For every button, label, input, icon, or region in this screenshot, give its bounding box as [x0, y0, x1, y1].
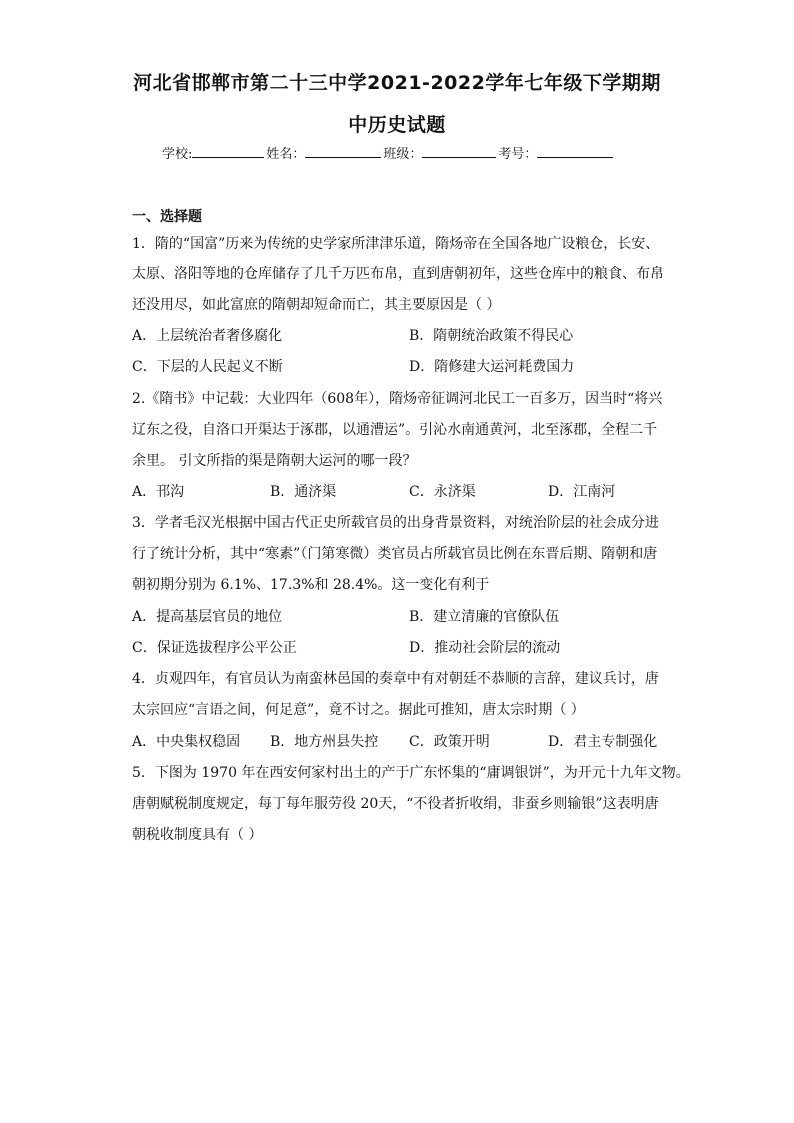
- class-blank: [422, 144, 496, 158]
- q3-option-a: A．提高基层官员的地位: [132, 609, 283, 625]
- q1-option-d: D．隋修建大运河耗费国力: [409, 359, 575, 375]
- q3-option-c: C．保证选拔程序公平公正: [132, 640, 297, 656]
- q3-line: 行了统计分析，其中“寒素”（门第寒微）类官员占所载官员比例在东晋后期、隋朝和唐: [132, 546, 658, 562]
- name-blank: [305, 144, 381, 158]
- q4-option-c: C．政策开明: [409, 734, 490, 750]
- q2-line: 2.《隋书》中记载：大业四年（608年），隋炀帝征调河北民工一百多万，因当时“将兴: [132, 391, 663, 407]
- name-label: 姓名：: [266, 147, 306, 162]
- q2-line: 辽东之役，自洛口开渠达于涿郡，以通漕运”。引沁水南通黄河，北至涿郡，全程二千: [132, 422, 658, 438]
- q2-line: 余里。 引文所指的渠是隋朝大运河的哪一段？: [132, 453, 417, 469]
- q2-option-b: B．通济渠: [270, 484, 337, 500]
- exam-title-line1: 河北省邯郸市第二十三中学2021-2022学年七年级下学期期: [133, 72, 661, 94]
- q4-option-a: A．中央集权稳固: [132, 734, 241, 750]
- q3-option-b: B．建立清廉的官僚队伍: [409, 609, 560, 625]
- q4-option-d: D．君主专制强化: [548, 734, 658, 750]
- q2-option-a: A．邗沟: [132, 484, 185, 500]
- q2-option-d: D．江南河: [548, 484, 616, 500]
- exam-title-line2: 中历史试题: [348, 114, 446, 136]
- q1-line: 1．隋的“国富”历来为传统的史学家所津津乐道，隋炀帝在全国各地广设粮仓，长安、: [132, 236, 660, 252]
- q1-line: 太原、洛阳等地的仓库储存了几千万匹布帛，直到唐朝初年，这些仓库中的粮食、布帛: [132, 266, 664, 282]
- q4-option-b: B．地方州县失控: [270, 734, 379, 750]
- q2-option-c: C．永济渠: [409, 484, 476, 500]
- q5-line: 唐朝赋税制度规定，每丁每年服劳役 20天，“不役者折收绢，非蚕乡则输银”这表明唐: [132, 796, 659, 812]
- q4-line: 太宗回应“言语之间，何足意”，竟不讨之。据此可推知，唐太宗时期（ ）: [132, 702, 585, 718]
- q1-option-c: C．下层的人民起义不断: [132, 359, 283, 375]
- q3-line: 3．学者毛汉光根据中国古代正史所载官员的出身背景资料，对统治阶层的社会成分进: [132, 515, 659, 531]
- q1-line: 还没用尽，如此富庶的隋朝却短命而亡，其主要原因是（ ）: [132, 297, 501, 313]
- school-blank: [192, 144, 264, 158]
- school-label: 学校:: [162, 147, 193, 162]
- section-heading-choice: 一、选择题: [132, 209, 202, 225]
- q5-line: 朝税收制度具有（ ）: [132, 827, 263, 843]
- q3-line: 朝初期分别为 6.1%、17.3%和 28.4%。这一变化有利于: [132, 577, 490, 593]
- q1-option-a: A．上层统治者奢侈腐化: [132, 328, 283, 344]
- student-info-row: [162, 143, 615, 162]
- number-blank: [537, 144, 613, 158]
- q5-line: 5．下图为 1970 年在西安何家村出土的产于广东怀集的“庸调银饼”，为开元十九年文物。: [132, 765, 690, 781]
- q3-option-d: D．推动社会阶层的流动: [409, 640, 561, 656]
- q4-line: 4．贞观四年，有官员认为南蛮林邑国的奏章中有对朝廷不恭顺的言辞，建议兵讨，唐: [132, 671, 659, 687]
- q1-option-b: B．隋朝统治政策不得民心: [409, 328, 574, 344]
- class-label: 班级：: [383, 147, 423, 162]
- number-label: 考号：: [498, 147, 538, 162]
